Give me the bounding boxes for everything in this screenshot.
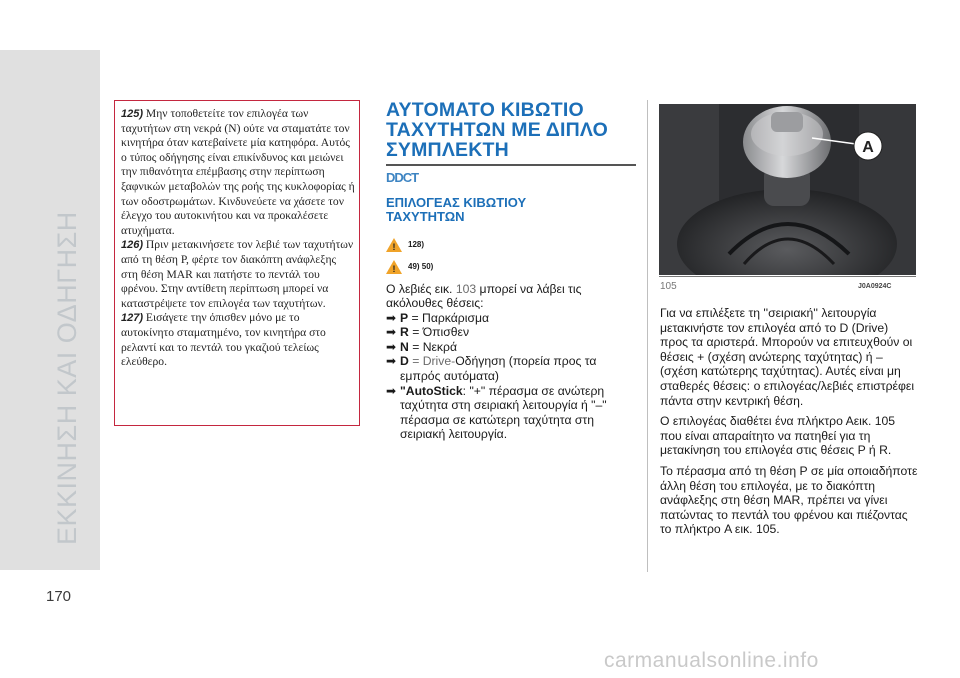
position-label: = Όπισθεν — [408, 325, 470, 340]
warning-127 — [121, 311, 355, 369]
figure-callout-label: A — [862, 139, 874, 156]
chapter-band — [0, 50, 100, 570]
warning-125 — [121, 107, 355, 238]
warning-ref-row — [386, 256, 636, 278]
intro-text: μπορεί να λάβει τις ακόλουθες θέσεις: — [386, 281, 582, 311]
chapter-title: ΕΚΚΙΝΗΣΗ ΚΑΙ ΟΔΗΓΗΣΗ — [52, 211, 82, 545]
position-key: N — [400, 339, 409, 354]
intro-text: Ο λεβιές εικ. — [386, 281, 456, 296]
right-column — [660, 306, 918, 543]
top-margin — [0, 0, 960, 50]
position-label: = Νεκρά — [408, 339, 458, 354]
section-title-line: ΤΑΧΥΤΗΤΩΝ ΜΕ ΔΙΠΛΟ — [386, 119, 608, 141]
warning-number: 126) — [121, 239, 144, 252]
section-body — [386, 282, 636, 443]
position-item — [386, 325, 636, 340]
position-key: D — [400, 354, 409, 369]
position-item — [386, 384, 636, 442]
section-title — [386, 100, 636, 160]
position-item — [386, 340, 636, 355]
subsection-title-line: ΤΑΧΥΤΗΤΩΝ — [386, 208, 465, 224]
section-title-line: ΣΥΜΠΛΕΚΤΗ — [386, 139, 509, 161]
gear-selector-photo — [659, 104, 916, 275]
arrow-bullet-icon: ➡ — [386, 383, 397, 398]
position-key: P — [400, 310, 409, 325]
arrow-bullet-icon: ➡ — [386, 310, 397, 325]
figure-code: J0A0924C — [858, 283, 892, 290]
subsection-title — [386, 196, 636, 224]
svg-text:!: ! — [392, 263, 396, 274]
figure-ref: 103 — [455, 281, 477, 296]
arrow-bullet-icon: ➡ — [386, 325, 397, 340]
warning-number: 125) — [121, 108, 144, 120]
warning-text: Εισάγετε την όπισθεν μόνο με το αυτοκίνητο σταματημένο, τον κινητήρα στο ρελαντί και το πεντάλ του γκαζιού τελείως ελεύθερο. — [121, 311, 326, 369]
ddct-logo: DDCT — [386, 169, 419, 185]
position-label: = Drive- — [408, 354, 456, 369]
caption-rule — [659, 276, 916, 277]
intro-paragraph — [386, 282, 636, 311]
column-divider — [647, 100, 648, 572]
position-label: = Παρκάρισμα — [408, 310, 490, 325]
position-item — [386, 311, 636, 326]
warning-triangle-icon — [386, 260, 402, 274]
watermark: carmanualsonline.info — [604, 649, 819, 672]
paragraph: Ο επιλογέας διαθέτει ένα πλήκτρο Αεικ. 105 που είναι απαραίτητο να πατηθεί για τη μετακίνηση του επιλογέα στις θέσεις P ή R. — [660, 414, 896, 458]
paragraph: Το πέρασμα από τη θέση P σε μία οποιαδήποτε άλλη θέση του επιλογέα, με το διακόπτη ανάφλεξης στη θέση MAR, πρέπει να γίνει πατώντας το πεντάλ του φρένου και πιέζοντας το πλήκτρο A εικ. 105. — [660, 463, 918, 537]
title-rule — [386, 164, 636, 166]
warning-number: 127) — [121, 312, 144, 325]
section-title-line: ΑΥΤΟΜΑΤΟ ΚΙΒΩΤΙΟ — [386, 99, 584, 121]
warning-ref-row — [386, 234, 636, 256]
gear-selector-illustration — [659, 104, 916, 275]
warning-text: Πριν μετακινήσετε τον λεβιέ των ταχυτήτων από τη θέση P, φέρτε τον διακόπτη ανάφλεξης στη θέση MAR και πατήστε το πεντάλ του φρένου. Στην αντίθετη περίπτωση μπορεί να καταστρέψετε τον επιλογέα των ταχυτήτων. — [121, 238, 354, 310]
subsection-title-line: ΕΠΙΛΟΓΕΑΣ ΚΙΒΩΤΙΟΥ — [386, 194, 527, 210]
page-number: 170 — [46, 588, 72, 605]
autostick-label: "AutoStick — [400, 383, 463, 398]
arrow-bullet-icon: ➡ — [386, 339, 397, 354]
position-label: Οδήγηση (πορεία προς τα εμπρός αυτόματα) — [400, 354, 597, 384]
warning-text: Μην τοποθετείτε τον επιλογέα των ταχυτήτων στη νεκρά (N) ούτε να σταματάτε τον κινητήρα όταν κατεβαίνετε μία κατηφόρα. Αυτός ο τύπος οδήγησης είναι επικίνδυνος και μειώνει την πιθανότητα επέμβασης στην περίπτωση ξαφνικών μεταβολών της ροής της κυκλοφορίας ή των οδοστρωμάτων. Κινδυνεύετε να χάσετε τον έλεγχο του αυτοκινήτου και να προκαλέσετε ατυχήματα. — [121, 107, 355, 237]
warning-triangle-icon — [386, 238, 402, 252]
warning-ref: 128) — [408, 240, 425, 249]
position-item — [386, 354, 636, 383]
position-key: R — [400, 325, 409, 340]
arrow-bullet-icon: ➡ — [386, 354, 397, 369]
warning-box — [114, 100, 360, 426]
paragraph: Για να επιλέξετε τη ''σειριακή'' λειτουργία μετακινήστε τον επιλογέα από το D (Drive) προς τα αριστερά. Μπορούν να επιτευχθούν οι θέσεις + (σχέση ανώτερης ταχύτητας) ή – (σχέση κατώτερης ταχύτητας). Αυτές είναι μη σταθερές θέσεις: ο επιλογέας/λεβιές επιστρέφει πάντα στην κεντρική θέση. — [660, 306, 915, 408]
warning-ref: 49) 50) — [408, 262, 434, 271]
svg-text:!: ! — [392, 241, 396, 252]
figure-number: 105 — [660, 281, 677, 292]
warning-126 — [121, 238, 355, 311]
section-column — [386, 100, 636, 442]
autostick-text: : "+" πέρασμα σε ανώτερη ταχύτητα στη σειριακή λειτουργία ή "–" πέρασμα σε κατώτερη ταχύτητα στη σειριακή λειτουργία. — [400, 383, 607, 442]
